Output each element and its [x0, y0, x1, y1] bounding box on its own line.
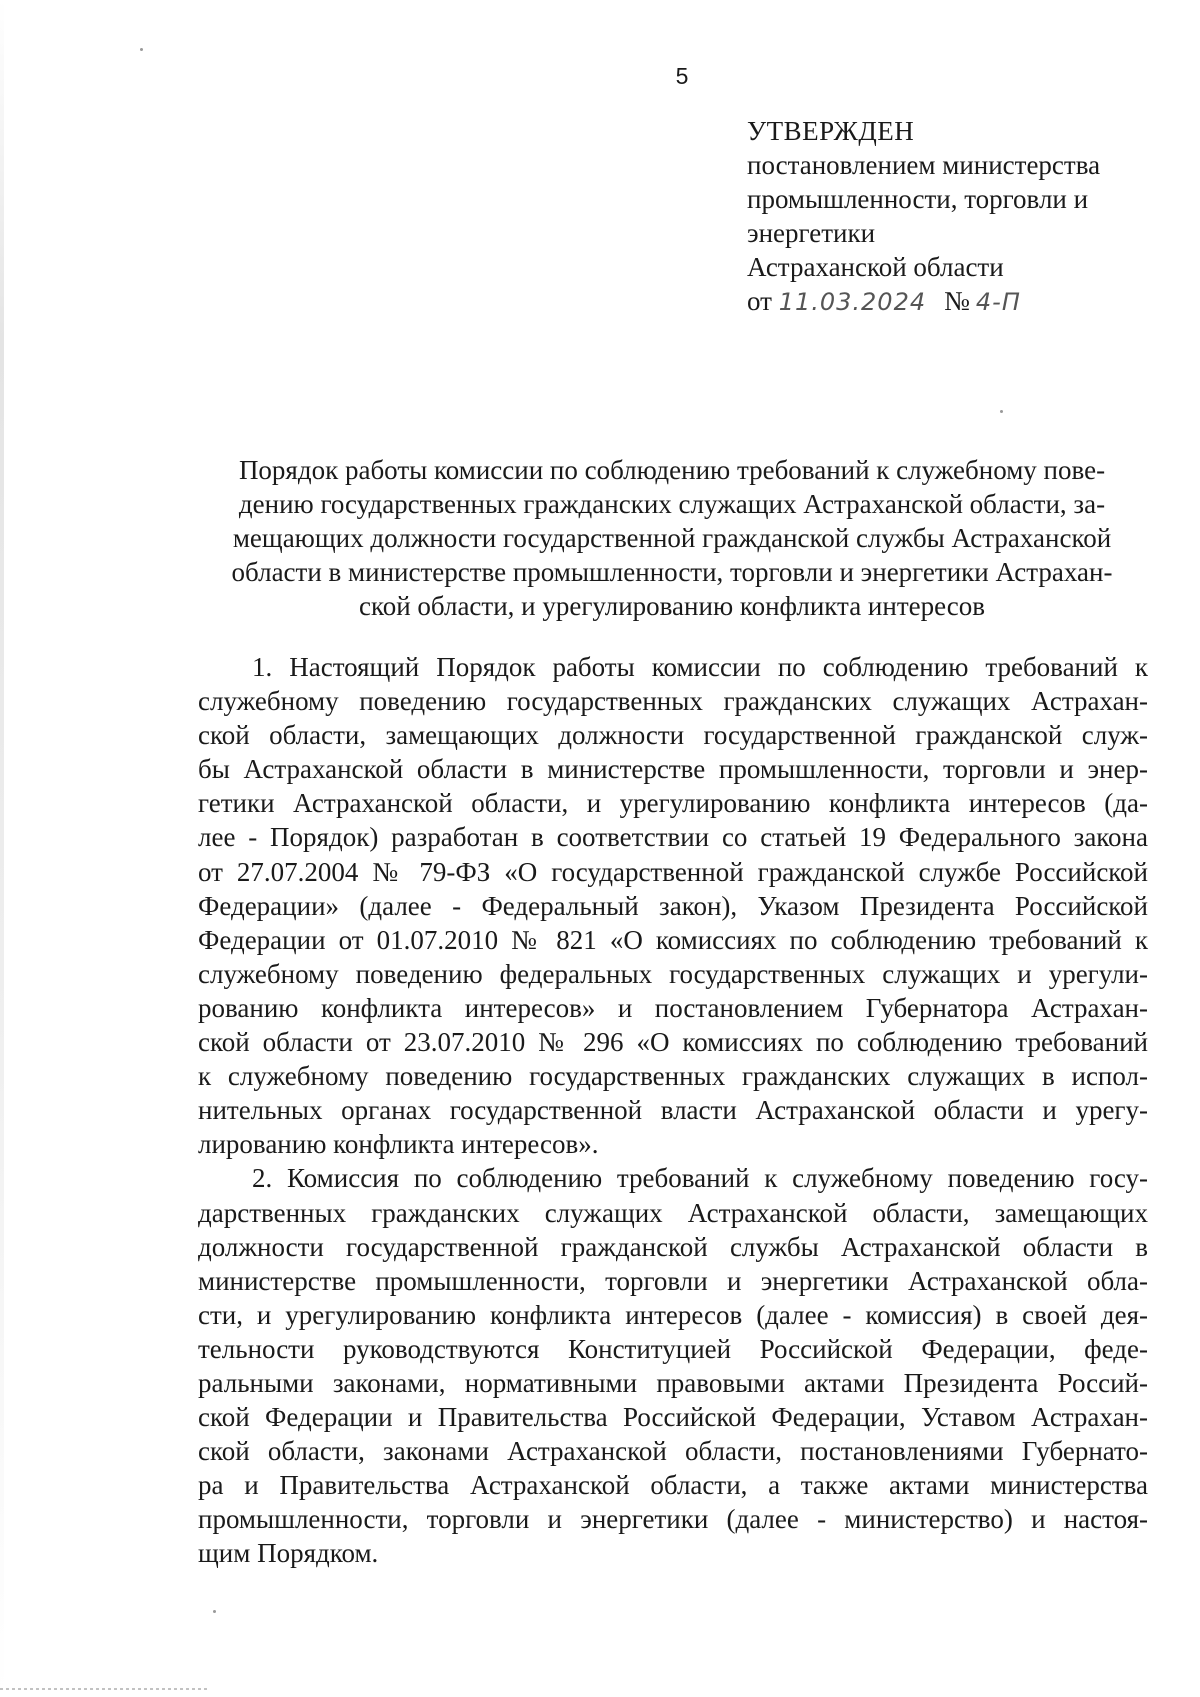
document-body — [198, 650, 1148, 1571]
body-line: 1. Настоящий Порядок работы комиссии по соблюдению требований к — [252, 652, 1148, 682]
body-line: щим Порядком. — [198, 1538, 379, 1569]
body-line: ральными законами, нормативными правовыми актами Президента Россий- — [198, 1367, 1148, 1398]
body-line: сти, и урегулированию конфликта интересов (далее - комиссия) в своей дея- — [198, 1299, 1148, 1330]
body-line: к служебному поведению государственных гражданских служащих в испол- — [198, 1061, 1148, 1092]
body-line: служебному поведению федеральных государственных служащих и урегули- — [198, 958, 1148, 989]
body-line: дарственных гражданских служащих Астраханской области, замещающих — [198, 1197, 1148, 1228]
paragraph-2 — [198, 1161, 1148, 1570]
approval-line: постановлением министерства — [747, 150, 1101, 180]
page-number: 5 — [675, 63, 689, 89]
scan-speck — [140, 48, 143, 51]
title-line: Порядок работы комиссии по соблюдению требований к служебному пове- — [238, 455, 1106, 485]
title-line: дению государственных гражданских служащих Астраханской области, за- — [238, 489, 1106, 519]
body-line: от 27.07.2004 № 79-ФЗ «О государственной гражданской службе Российской — [198, 856, 1148, 887]
approval-date-line — [747, 284, 1167, 319]
body-line: ра и Правительства Астраханской области, а также актами министерства — [198, 1470, 1148, 1501]
body-line: ской области, замещающих должности государственной гражданской служ- — [198, 720, 1148, 751]
approval-line: энергетики — [747, 218, 876, 248]
approval-block — [747, 114, 1167, 319]
body-line: рованию конфликта интересов» и постановлением Губернатора Астрахан- — [198, 992, 1148, 1023]
body-line: тельности руководствуются Конституцией Российской Федерации, феде- — [198, 1333, 1148, 1364]
scan-edge-shadow — [0, 0, 4, 1697]
body-line: гетики Астраханской области, и урегулированию конфликта интересов (да- — [198, 788, 1148, 819]
body-line: нительных органах государственной власти Астраханской области и урегу- — [198, 1095, 1148, 1126]
body-line: лее - Порядок) разработан в соответствии со статьей 19 Федерального закона — [198, 822, 1148, 853]
body-line: Федерации от 01.07.2010 № 821 «О комиссиях по соблюдению требований к — [198, 924, 1148, 955]
paragraph-1 — [198, 650, 1148, 1161]
body-line: Федерации» (далее - Федеральный закон), Указом Президента Российской — [198, 890, 1148, 921]
body-line: ской области, законами Астраханской области, постановлениями Губернато- — [198, 1436, 1148, 1467]
handwritten-number: 4-П — [975, 288, 1021, 316]
body-line: ской Федерации и Правительства Российской Федерации, Уставом Астрахан- — [198, 1402, 1148, 1433]
title-line: мещающих должности государственной гражданской службы Астраханской — [232, 523, 1112, 553]
handwritten-date: 11.03.2024 — [778, 288, 927, 316]
scan-footer-artifact — [0, 1688, 210, 1690]
scan-speck — [213, 1610, 216, 1613]
body-line: лированию конфликта интересов». — [198, 1129, 599, 1160]
body-line: бы Астраханской области в министерстве промышленности, торговли и энер- — [198, 754, 1148, 785]
approval-line: Астраханской области — [747, 252, 1004, 282]
body-line: 2. Комиссия по соблюдению требований к служебному поведению госу- — [252, 1163, 1148, 1194]
document-title — [212, 453, 1132, 623]
scan-speck — [1000, 410, 1003, 413]
body-line: должности государственной гражданской службы Астраханской области в — [198, 1231, 1148, 1262]
approval-heading: УТВЕРЖДЕН — [747, 116, 915, 146]
body-line: ской области от 23.07.2010 № 296 «О комиссиях по соблюдению требований — [198, 1027, 1148, 1058]
number-prefix: № — [944, 286, 970, 316]
body-line: промышленности, торговли и энергетики (далее - министерство) и настоя- — [198, 1504, 1148, 1535]
body-line: служебному поведению государственных гражданских служащих Астрахан- — [198, 686, 1148, 717]
title-line: области в министерстве промышленности, торговли и энергетики Астрахан- — [231, 557, 1113, 587]
approval-line: промышленности, торговли и — [747, 184, 1089, 214]
title-line: ской области, и урегулированию конфликта интересов — [358, 591, 985, 621]
body-line: министерстве промышленности, торговли и энергетики Астраханской обла- — [198, 1265, 1148, 1296]
date-prefix: от — [747, 286, 772, 316]
